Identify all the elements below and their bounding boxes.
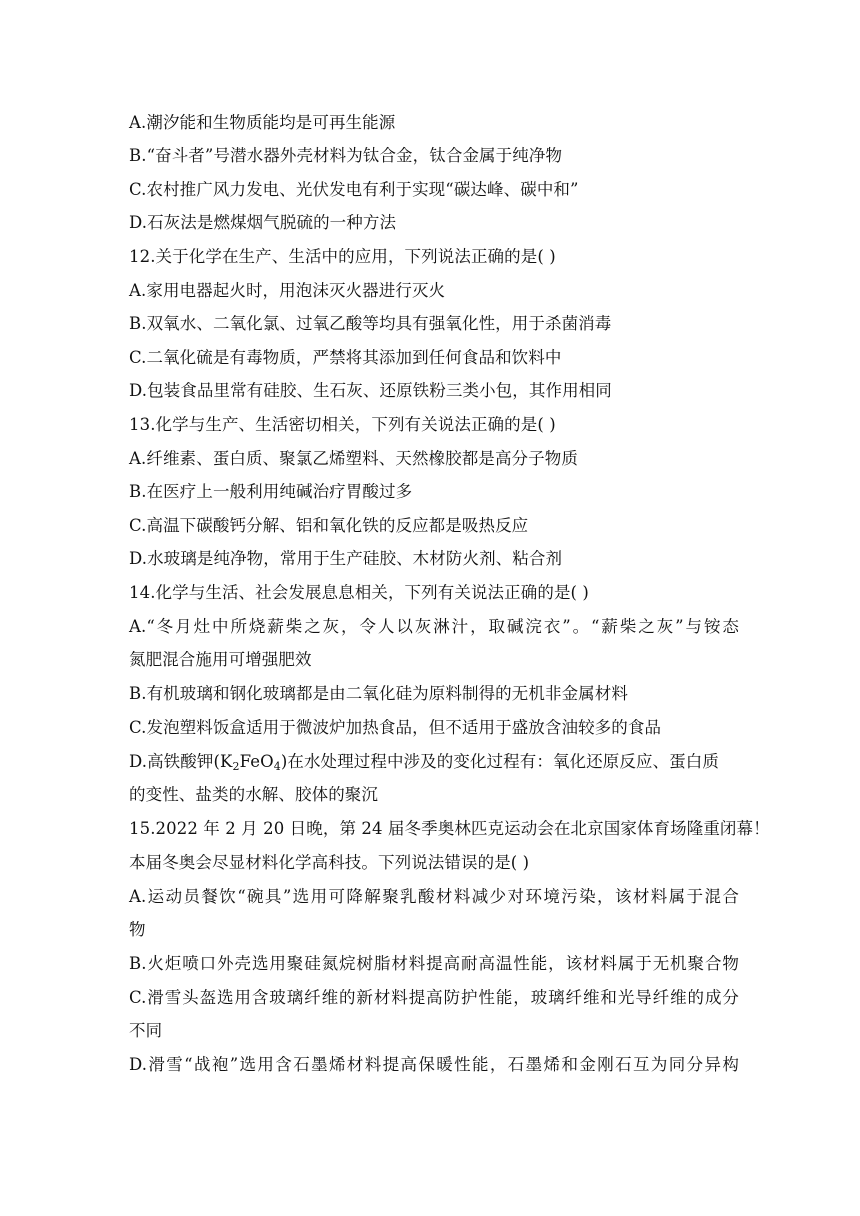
option-14d-part2: FeO [239, 752, 274, 771]
subscript-2: 2 [232, 760, 240, 773]
option-15d: D.滑雪“战袍”选用含石墨烯材料提高保暖性能，石墨烯和金刚石互为同分异构 [129, 1055, 739, 1074]
subscript-4: 4 [273, 760, 281, 773]
option-15a: A.运动员餐饮“碗具”选用可降解聚乳酸材料减少对环境污染，该材料属于混合 [129, 887, 739, 906]
option-14d-part3: )在水处理过程中涉及的变化过程有：氧化还原反应、蛋白质 [280, 752, 719, 771]
option-12d: D.包装食品里常有硅胶、生石灰、还原铁粉三类小包，其作用相同 [129, 381, 612, 400]
option-14a-cont: 氮肥混合施用可增强肥效 [129, 650, 312, 669]
option-13d: D.水玻璃是纯净物，常用于生产硅胶、木材防火剂、粘合剂 [129, 549, 563, 568]
question-13: 13.化学与生产、生活密切相关，下列有关说法正确的是( ) [129, 415, 556, 434]
option-15b: B.火炬喷口外壳选用聚硅氮烷树脂材料提高耐高温性能，该材料属于无机聚合物 [129, 954, 739, 973]
option-12c: C.二氧化硫是有毒物质，严禁将其添加到任何食品和饮料中 [129, 348, 562, 367]
option-12b: B.双氧水、二氧化氯、过氧乙酸等均具有强氧化性，用于杀菌消毒 [129, 314, 612, 333]
question-14: 14.化学与生活、社会发展息息相关，下列有关说法正确的是( ) [129, 583, 589, 602]
option-14a: A.“冬月灶中所烧薪柴之灰，令人以灰淋汁，取碱浣衣”。“薪柴之灰”与铵态 [129, 617, 739, 636]
option-11b: B.“奋斗者”号潜水器外壳材料为钛合金，钛合金属于纯净物 [129, 146, 563, 165]
option-14d [129, 752, 739, 772]
option-14d-part1: D.高铁酸钾(K [129, 752, 233, 771]
option-14b: B.有机玻璃和钢化玻璃都是由二氧化硅为原料制得的无机非金属材料 [129, 684, 628, 703]
option-14c: C.发泡塑料饭盒适用于微波炉加热食品，但不适用于盛放含油较多的食品 [129, 718, 662, 737]
option-12a: A.家用电器起火时，用泡沫灭火器进行灭火 [129, 281, 446, 300]
option-15c: C.滑雪头盔选用含玻璃纤维的新材料提高防护性能，玻璃纤维和光导纤维的成分 [129, 988, 739, 1007]
option-11c: C.农村推广风力发电、光伏发电有利于实现“碳达峰、碳中和” [129, 180, 579, 199]
option-13b: B.在医疗上一般利用纯碱治疗胃酸过多 [129, 482, 413, 501]
option-13a: A.纤维素、蛋白质、聚氯乙烯塑料、天然橡胶都是高分子物质 [129, 449, 578, 468]
question-12: 12.关于化学在生产、生活中的应用，下列说法正确的是( ) [129, 247, 556, 266]
option-14d-cont: 的变性、盐类的水解、胶体的聚沉 [129, 785, 378, 804]
question-15: 15.2022 年 2 月 20 日晚，第 24 届冬季奥林匹克运动会在北京国家体育场隆重闭幕！ [129, 819, 770, 838]
option-15c-cont: 不同 [129, 1021, 163, 1040]
option-13c: C.高温下碳酸钙分解、铝和氧化铁的反应都是吸热反应 [129, 516, 529, 535]
option-11d: D.石灰法是燃煤烟气脱硫的一种方法 [129, 213, 397, 232]
option-15a-cont: 物 [129, 920, 146, 939]
question-15-cont: 本届冬奥会尽显材料化学高科技。下列说法错误的是( ) [129, 853, 530, 872]
option-11a: A.潮汐能和生物质能均是可再生能源 [129, 113, 396, 132]
